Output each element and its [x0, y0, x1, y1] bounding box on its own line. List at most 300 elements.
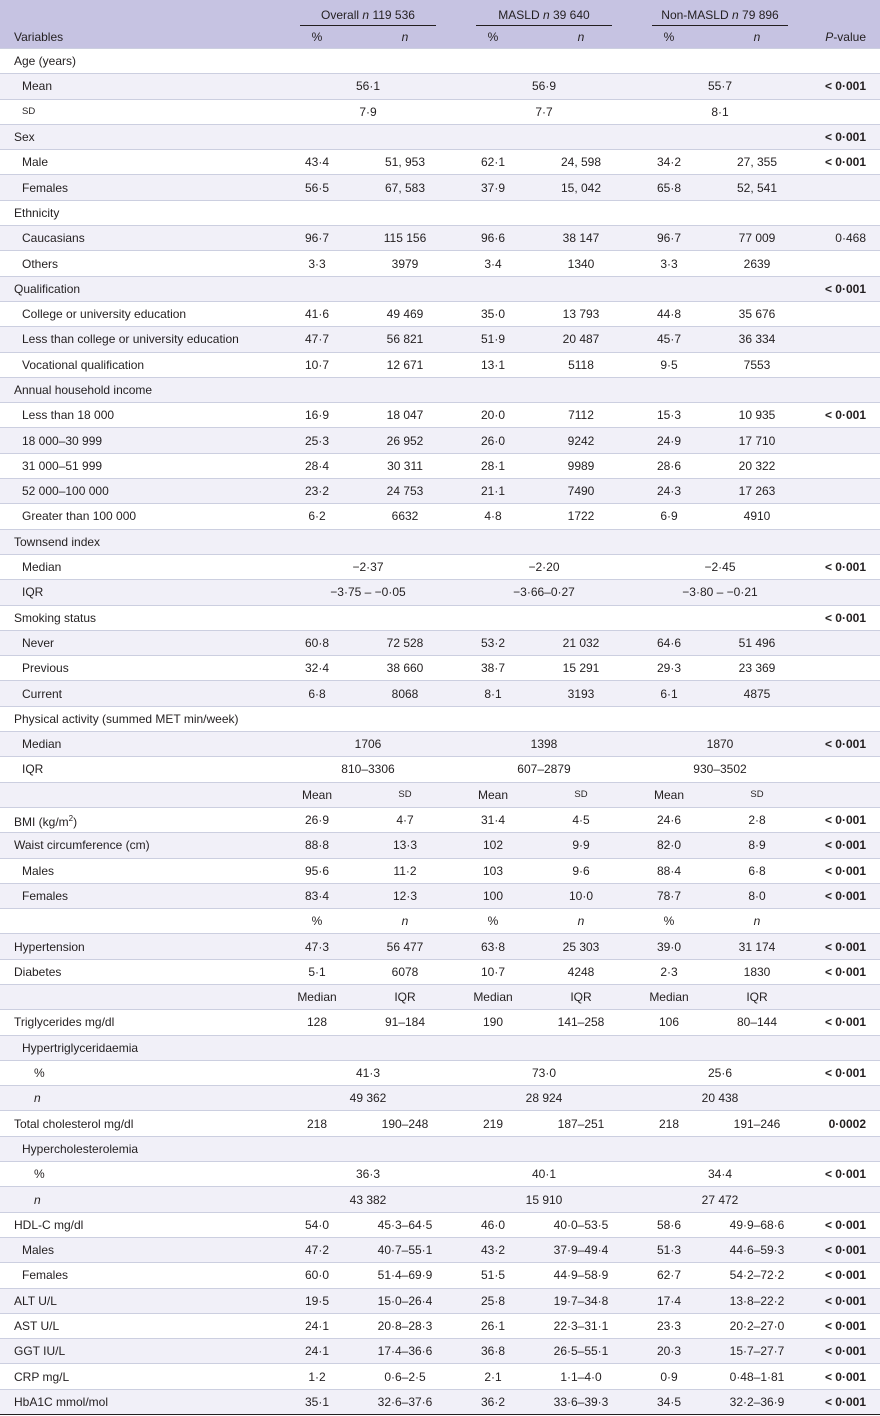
overall-pct: 28·4 [280, 453, 354, 478]
row-label: Mean [0, 74, 280, 99]
masld-pct: 35·0 [456, 301, 530, 326]
p-value: < 0·001 [808, 934, 880, 959]
overall-n: 32·6–37·6 [354, 1389, 456, 1414]
overall-n: 17·4–36·6 [354, 1339, 456, 1364]
masld-pct: 20·0 [456, 403, 530, 428]
non-masld-n: 191–246 [706, 1111, 808, 1136]
table-row [0, 1237, 880, 1262]
subheader-cell: SD [706, 782, 808, 807]
row-label: Others [0, 251, 280, 276]
masld-pct: 219 [456, 1111, 530, 1136]
overall-n: 20·8–28·3 [354, 1313, 456, 1338]
row-label: n [0, 1086, 280, 1111]
overall-value: 56·1 [280, 74, 456, 99]
header-group-masld: MASLD n 39 640 [456, 0, 632, 26]
summary-row [0, 1187, 880, 1212]
p-value: < 0·001 [808, 833, 880, 858]
row-label: Vocational qualification [0, 352, 280, 377]
p-value [808, 782, 880, 807]
non-masld-value: 8·1 [632, 99, 808, 124]
p-value [808, 529, 880, 554]
masld-value: 1398 [456, 732, 632, 757]
subheader-cell: SD [354, 782, 456, 807]
masld-pct: 96·6 [456, 226, 530, 251]
p-value [808, 909, 880, 934]
overall-pct: 43·4 [280, 150, 354, 175]
non-masld-value: 20 438 [632, 1086, 808, 1111]
overall-n: 12 671 [354, 352, 456, 377]
summary-row [0, 1162, 880, 1187]
p-value: < 0·001 [808, 150, 880, 175]
overall-pct: 23·2 [280, 479, 354, 504]
non-masld-pct: 6·1 [632, 681, 706, 706]
masld-n: 1340 [530, 251, 632, 276]
masld-n: 26·5–55·1 [530, 1339, 632, 1364]
non-masld-pct: 28·6 [632, 453, 706, 478]
overall-n: 12·3 [354, 883, 456, 908]
overall-pct: 41·6 [280, 301, 354, 326]
non-masld-pct: 15·3 [632, 403, 706, 428]
row-label: Triglycerides mg/dl [0, 1010, 280, 1035]
non-masld-pct: 51·3 [632, 1237, 706, 1262]
table-row [0, 327, 880, 352]
overall-n: 56 821 [354, 327, 456, 352]
header-group-non-masld: Non-MASLD n 79 896 [632, 0, 808, 26]
row-label: % [0, 1162, 280, 1187]
p-value: < 0·001 [808, 124, 880, 149]
table-row [0, 352, 880, 377]
masld-value: 40·1 [456, 1162, 632, 1187]
table-row [0, 1313, 880, 1338]
p-value: < 0·001 [808, 807, 880, 832]
subheader-cell: n [354, 909, 456, 934]
non-masld-pct: 65·8 [632, 175, 706, 200]
p-value: < 0·001 [808, 1263, 880, 1288]
summary-row [0, 1060, 880, 1085]
p-value [808, 301, 880, 326]
row-label: Previous [0, 656, 280, 681]
row-label: Sex [0, 124, 808, 149]
non-masld-pct: 24·3 [632, 479, 706, 504]
overall-n: 6078 [354, 959, 456, 984]
row-label: Total cholesterol mg/dl [0, 1111, 280, 1136]
subheader-cell: Mean [456, 782, 530, 807]
masld-value: 28 924 [456, 1086, 632, 1111]
subheader-row [0, 984, 880, 1009]
overall-n: 51·4–69·9 [354, 1263, 456, 1288]
row-label: Waist circumference (cm) [0, 833, 280, 858]
masld-pct: 13·1 [456, 352, 530, 377]
row-label: 52 000–100 000 [0, 479, 280, 504]
table-row [0, 681, 880, 706]
subheader-cell: Mean [632, 782, 706, 807]
table-row [0, 1111, 880, 1136]
table-row [0, 1010, 880, 1035]
row-label: Diabetes [0, 959, 280, 984]
masld-n: 7490 [530, 479, 632, 504]
masld-value: −2·20 [456, 554, 632, 579]
subheader-cell: % [280, 909, 354, 934]
overall-n: 51, 953 [354, 150, 456, 175]
row-label: AST U/L [0, 1313, 280, 1338]
overall-n: 11·2 [354, 858, 456, 883]
section-row [0, 377, 880, 402]
summary-row [0, 99, 880, 124]
masld-n: 38 147 [530, 226, 632, 251]
section-row [0, 200, 880, 225]
non-masld-n: 36 334 [706, 327, 808, 352]
p-value: < 0·001 [808, 883, 880, 908]
p-value: < 0·001 [808, 1212, 880, 1237]
row-label: HbA1C mmol/mol [0, 1389, 280, 1414]
non-masld-n: 0·48–1·81 [706, 1364, 808, 1389]
subheader-cell: IQR [530, 984, 632, 1009]
table-row [0, 833, 880, 858]
overall-pct: 6·8 [280, 681, 354, 706]
masld-n: 15 291 [530, 656, 632, 681]
overall-pct: 54·0 [280, 1212, 354, 1237]
masld-n: 4·5 [530, 807, 632, 832]
p-value [808, 377, 880, 402]
table-row [0, 1339, 880, 1364]
overall-pct: 16·9 [280, 403, 354, 428]
non-masld-pct: 44·8 [632, 301, 706, 326]
non-masld-pct: 6·9 [632, 504, 706, 529]
non-masld-pct: 24·6 [632, 807, 706, 832]
overall-pct: 47·3 [280, 934, 354, 959]
table-row [0, 858, 880, 883]
p-value: < 0·001 [808, 1364, 880, 1389]
table-row [0, 883, 880, 908]
subheader-cell: n [706, 909, 808, 934]
p-value: < 0·001 [808, 1313, 880, 1338]
overall-pct: 60·0 [280, 1263, 354, 1288]
overall-n: 38 660 [354, 656, 456, 681]
masld-n: 187–251 [530, 1111, 632, 1136]
row-label: Townsend index [0, 529, 808, 554]
p-value [808, 428, 880, 453]
non-masld-n: 27, 355 [706, 150, 808, 175]
non-masld-n: 4875 [706, 681, 808, 706]
subheader-cell: Mean [280, 782, 354, 807]
row-label: IQR [0, 580, 280, 605]
row-label: Less than college or university education [0, 327, 280, 352]
overall-n: 15·0–26·4 [354, 1288, 456, 1313]
table-row [0, 807, 880, 832]
p-value [808, 200, 880, 225]
overall-pct: 26·9 [280, 807, 354, 832]
p-value: < 0·001 [808, 1060, 880, 1085]
row-label [0, 782, 280, 807]
row-label [0, 909, 280, 934]
masld-pct: 3·4 [456, 251, 530, 276]
masld-pct: 46·0 [456, 1212, 530, 1237]
non-masld-pct: 62·7 [632, 1263, 706, 1288]
overall-pct: 6·2 [280, 504, 354, 529]
table-header [0, 0, 880, 49]
overall-n: 4·7 [354, 807, 456, 832]
overall-n: 72 528 [354, 630, 456, 655]
overall-value: 810–3306 [280, 757, 456, 782]
overall-pct: 10·7 [280, 352, 354, 377]
overall-n: 30 311 [354, 453, 456, 478]
non-masld-pct: 2·3 [632, 959, 706, 984]
row-label: ALT U/L [0, 1288, 280, 1313]
p-value [808, 706, 880, 731]
row-label: Median [0, 732, 280, 757]
section-row [0, 276, 880, 301]
table-row [0, 175, 880, 200]
overall-pct: 32·4 [280, 656, 354, 681]
row-label: GGT IU/L [0, 1339, 280, 1364]
overall-pct: 218 [280, 1111, 354, 1136]
table-row [0, 1389, 880, 1414]
p-value: < 0·001 [808, 554, 880, 579]
overall-pct: 88·8 [280, 833, 354, 858]
row-label: Current [0, 681, 280, 706]
masld-pct: 63·8 [456, 934, 530, 959]
row-label: HDL-C mg/dl [0, 1212, 280, 1237]
non-masld-n: 15·7–27·7 [706, 1339, 808, 1364]
masld-n: 1·1–4·0 [530, 1364, 632, 1389]
masld-pct: 38·7 [456, 656, 530, 681]
row-label: n [0, 1187, 280, 1212]
masld-pct: 26·1 [456, 1313, 530, 1338]
row-label: Annual household income [0, 377, 808, 402]
summary-row [0, 554, 880, 579]
row-label: Females [0, 175, 280, 200]
row-label: Hypercholesterolemia [0, 1136, 808, 1161]
masld-n: 22·3–31·1 [530, 1313, 632, 1338]
overall-pct: 24·1 [280, 1339, 354, 1364]
p-value: 0·0002 [808, 1111, 880, 1136]
masld-n: 9242 [530, 428, 632, 453]
row-label: 31 000–51 999 [0, 453, 280, 478]
non-masld-value: 55·7 [632, 74, 808, 99]
non-masld-pct: 58·6 [632, 1212, 706, 1237]
non-masld-n: 17 710 [706, 428, 808, 453]
overall-n: 49 469 [354, 301, 456, 326]
p-value: < 0·001 [808, 732, 880, 757]
section-row [0, 1136, 880, 1161]
non-masld-value: 25·6 [632, 1060, 808, 1085]
non-masld-pct: 78·7 [632, 883, 706, 908]
masld-n: 37·9–49·4 [530, 1237, 632, 1262]
subheader-cell: Median [280, 984, 354, 1009]
summary-row [0, 1086, 880, 1111]
header-pct: % [456, 26, 530, 49]
row-label: College or university education [0, 301, 280, 326]
masld-pct: 31·4 [456, 807, 530, 832]
masld-pct: 53·2 [456, 630, 530, 655]
non-masld-pct: 39·0 [632, 934, 706, 959]
overall-pct: 3·3 [280, 251, 354, 276]
non-masld-n: 31 174 [706, 934, 808, 959]
p-value: < 0·001 [808, 74, 880, 99]
subheader-cell: IQR [706, 984, 808, 1009]
p-value [808, 656, 880, 681]
table-row [0, 150, 880, 175]
overall-n: 91–184 [354, 1010, 456, 1035]
masld-value: 7·7 [456, 99, 632, 124]
overall-n: 56 477 [354, 934, 456, 959]
header-pvalue: P-value [808, 26, 880, 49]
table-row [0, 403, 880, 428]
overall-pct: 35·1 [280, 1389, 354, 1414]
masld-value: 73·0 [456, 1060, 632, 1085]
non-masld-pct: 34·5 [632, 1389, 706, 1414]
non-masld-pct: 3·3 [632, 251, 706, 276]
subheader-cell: SD [530, 782, 632, 807]
non-masld-pct: 106 [632, 1010, 706, 1035]
p-value [808, 175, 880, 200]
row-label: Age (years) [0, 49, 808, 74]
overall-value: 7·9 [280, 99, 456, 124]
table-row [0, 656, 880, 681]
p-value: < 0·001 [808, 276, 880, 301]
non-masld-n: 20·2–27·0 [706, 1313, 808, 1338]
masld-pct: 8·1 [456, 681, 530, 706]
masld-n: 9·9 [530, 833, 632, 858]
masld-n: 44·9–58·9 [530, 1263, 632, 1288]
row-label: Caucasians [0, 226, 280, 251]
masld-pct: 26·0 [456, 428, 530, 453]
header-group-overall: Overall n 119 536 [280, 0, 456, 26]
non-masld-n: 32·2–36·9 [706, 1389, 808, 1414]
masld-pct: 102 [456, 833, 530, 858]
masld-value: 56·9 [456, 74, 632, 99]
header-n: n [354, 26, 456, 49]
overall-n: 67, 583 [354, 175, 456, 200]
masld-n: 141–258 [530, 1010, 632, 1035]
non-masld-n: 7553 [706, 352, 808, 377]
row-label: Less than 18 000 [0, 403, 280, 428]
masld-n: 9·6 [530, 858, 632, 883]
table-row [0, 251, 880, 276]
row-label [0, 984, 280, 1009]
non-masld-n: 20 322 [706, 453, 808, 478]
section-row [0, 124, 880, 149]
overall-n: 0·6–2·5 [354, 1364, 456, 1389]
overall-pct: 56·5 [280, 175, 354, 200]
masld-pct: 25·8 [456, 1288, 530, 1313]
masld-pct: 4·8 [456, 504, 530, 529]
non-masld-n: 10 935 [706, 403, 808, 428]
non-masld-n: 52, 541 [706, 175, 808, 200]
overall-value: 36·3 [280, 1162, 456, 1187]
subheader-cell: % [456, 909, 530, 934]
non-masld-value: −3·80 – −0·21 [632, 580, 808, 605]
subheader-cell: n [530, 909, 632, 934]
header-n: n [706, 26, 808, 49]
non-masld-n: 51 496 [706, 630, 808, 655]
non-masld-pct: 9·5 [632, 352, 706, 377]
subheader-cell: Median [456, 984, 530, 1009]
p-value [808, 453, 880, 478]
non-masld-pct: 34·2 [632, 150, 706, 175]
masld-n: 7112 [530, 403, 632, 428]
overall-n: 45·3–64·5 [354, 1212, 456, 1237]
p-value: < 0·001 [808, 1010, 880, 1035]
non-masld-n: 2·8 [706, 807, 808, 832]
p-value [808, 251, 880, 276]
masld-pct: 51·9 [456, 327, 530, 352]
overall-value: 49 362 [280, 1086, 456, 1111]
header-pct: % [280, 26, 354, 49]
table-row [0, 453, 880, 478]
section-row [0, 1035, 880, 1060]
p-value [808, 1086, 880, 1111]
masld-pct: 2·1 [456, 1364, 530, 1389]
p-value [808, 630, 880, 655]
masld-pct: 36·2 [456, 1389, 530, 1414]
p-value [808, 757, 880, 782]
masld-pct: 100 [456, 883, 530, 908]
overall-n: 3979 [354, 251, 456, 276]
row-label: Greater than 100 000 [0, 504, 280, 529]
table-body [0, 49, 880, 1415]
masld-pct: 28·1 [456, 453, 530, 478]
overall-pct: 1·2 [280, 1364, 354, 1389]
subheader-row [0, 909, 880, 934]
row-label: CRP mg/L [0, 1364, 280, 1389]
non-masld-value: 1870 [632, 732, 808, 757]
non-masld-pct: 0·9 [632, 1364, 706, 1389]
section-row [0, 706, 880, 731]
non-masld-pct: 29·3 [632, 656, 706, 681]
masld-pct: 43·2 [456, 1237, 530, 1262]
p-value [808, 479, 880, 504]
masld-pct: 21·1 [456, 479, 530, 504]
masld-pct: 62·1 [456, 150, 530, 175]
masld-value: −3·66–0·27 [456, 580, 632, 605]
row-label: Physical activity (summed MET min/week) [0, 706, 808, 731]
p-value: < 0·001 [808, 858, 880, 883]
overall-pct: 83·4 [280, 883, 354, 908]
overall-n: 6632 [354, 504, 456, 529]
header-pct: % [632, 26, 706, 49]
table-row [0, 428, 880, 453]
p-value: < 0·001 [808, 605, 880, 630]
overall-n: 40·7–55·1 [354, 1237, 456, 1262]
masld-n: 3193 [530, 681, 632, 706]
overall-n: 13·3 [354, 833, 456, 858]
non-masld-n: 35 676 [706, 301, 808, 326]
row-label: Hypertriglyceridaemia [0, 1035, 808, 1060]
table-row [0, 226, 880, 251]
overall-value: 1706 [280, 732, 456, 757]
table-row [0, 959, 880, 984]
row-label: SD [0, 99, 280, 124]
overall-n: 26 952 [354, 428, 456, 453]
summary-row [0, 732, 880, 757]
p-value [808, 352, 880, 377]
section-row [0, 529, 880, 554]
non-masld-n: 80–144 [706, 1010, 808, 1035]
masld-value: 15 910 [456, 1187, 632, 1212]
p-value: < 0·001 [808, 403, 880, 428]
overall-pct: 96·7 [280, 226, 354, 251]
summary-row [0, 757, 880, 782]
masld-n: 40·0–53·5 [530, 1212, 632, 1237]
overall-value: 43 382 [280, 1187, 456, 1212]
non-masld-n: 17 263 [706, 479, 808, 504]
overall-value: −2·37 [280, 554, 456, 579]
table-row [0, 630, 880, 655]
masld-n: 25 303 [530, 934, 632, 959]
p-value [808, 504, 880, 529]
overall-n: 8068 [354, 681, 456, 706]
